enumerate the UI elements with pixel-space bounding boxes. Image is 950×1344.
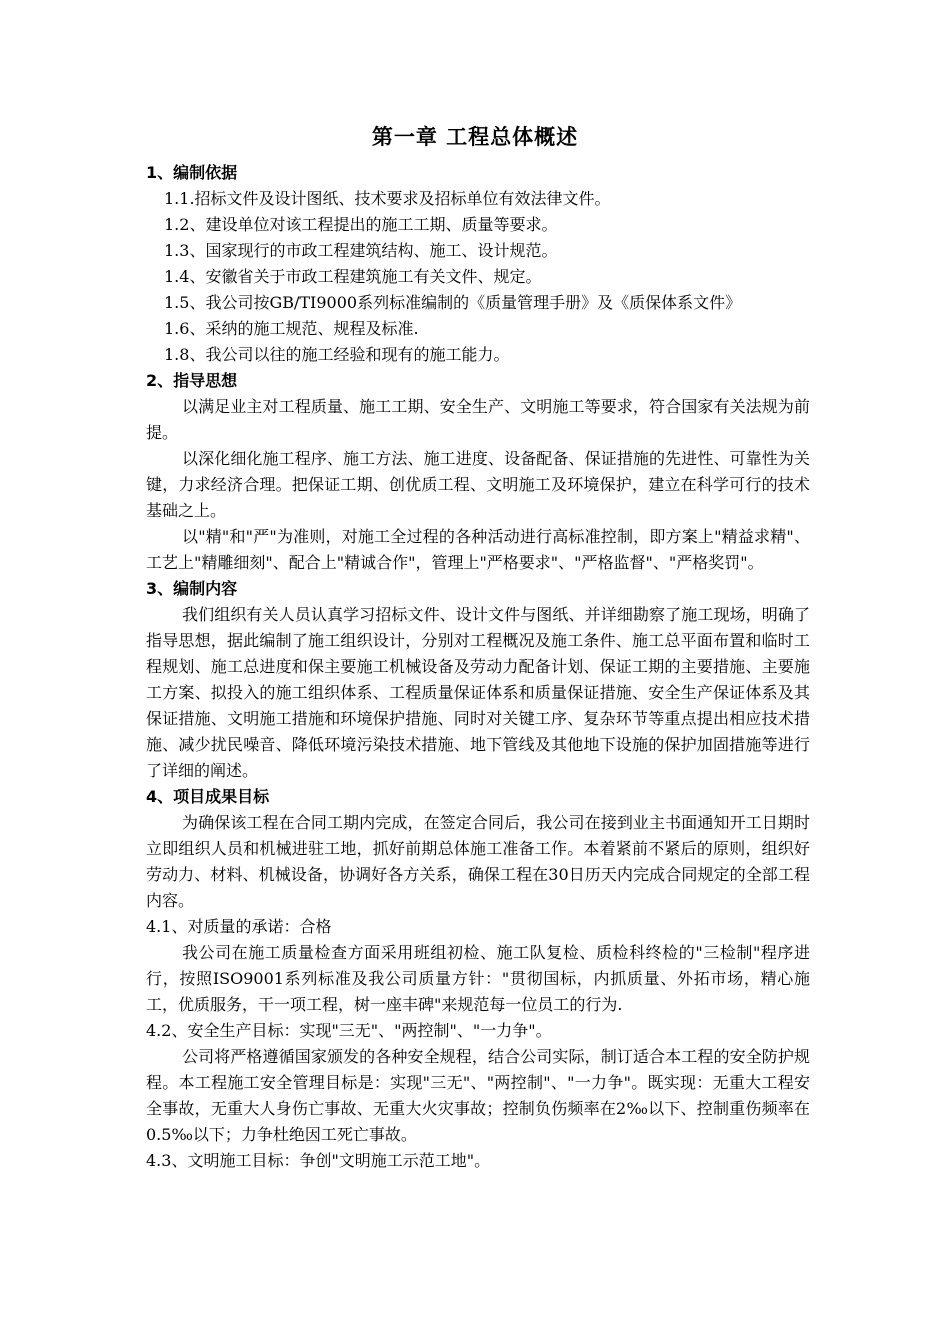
subsection-heading-safety: 4.2、安全生产目标：实现"三无"、"两控制"、"一力争"。 [146,1021,552,1040]
contents-paragraph: 我们组织有关人员认真学习招标文件、设计文件与图纸、并详细勘察了施工现场，明确了指导思想，据此编制了施工组织设计，分别对工程概况及施工条件、施工总平面布置和临时工程规划、施工总进度和保主要施工机械设备及劳动力配备计划、保证工期的主要措施、主要施工方案、拟投入的施工组织体系、工程质量保证体系和质量保证措施、安全生产保证体系及其保证措施、文明施工措施和环境保护措施、同时对关键工序、复杂环节等重点提出相应技术措施、减少扰民噪音、降低环境污染技术措施、地下管线及其他地下设施的保护加固措施等进行了详细的阐述。 [146,605,810,780]
section-heading-contents: 3、编制内容 [146,579,238,598]
document-body [146,160,810,1174]
subsection-heading-civilized: 4.3、文明施工目标：争创"文明施工示范工地"。 [146,1151,491,1170]
guiding-paragraph: 以"精"和"严"为准则，对施工全过程的各种活动进行高标准控制，即方案上"精益求精"、工艺上"精雕细刻"、配合上"精诚合作"，管理上"严格要求"、"严格监督"、"严格奖罚"。 [146,527,810,572]
section-heading-basis: 1、编制依据 [146,163,238,182]
guiding-paragraph: 以满足业主对工程质量、施工工期、安全生产、文明施工等要求，符合国家有关法规为前提。 [146,397,810,442]
guiding-paragraph: 以深化细化施工程序、施工方法、施工进度、设备配备、保证措施的先进性、可靠性为关键，力求经济合理。把保证工期、创优质工程、文明施工及环境保护，建立在科学可行的技术基础之上。 [146,449,810,520]
quality-paragraph: 我公司在施工质量检查方面采用班组初检、施工队复检、质检科终检的"三检制"程序进行，按照ISO9001系列标准及我公司质量方针："贯彻国标，内抓质量、外拓市场，精心施工，优质服务，干一项工程，树一座丰碑"来规范每一位员工的行为. [146,943,810,1014]
basis-item: 1.2、建设单位对该工程提出的施工工期、质量等要求。 [164,215,558,234]
basis-item: 1.8、我公司以往的施工经验和现有的施工能力。 [164,345,510,364]
subsection-heading-quality: 4.1、对质量的承诺：合格 [146,917,332,936]
basis-item: 1.1.招标文件及设计图纸、技术要求及招标单位有效法律文件。 [164,189,611,208]
basis-item: 1.5、我公司按GB/TI9000系列标准编制的《质量管理手册》及《质保体系文件》 [164,293,742,312]
section-heading-guiding-ideas: 2、指导思想 [146,371,238,390]
basis-item: 1.6、采纳的施工规范、规程及标准. [164,319,419,338]
goals-paragraph: 为确保该工程在合同工期内完成，在签定合同后，我公司在接到业主书面通知开工日期时立即组织人员和机械进驻工地，抓好前期总体施工准备工作。本着紧前不紧后的原则，组织好劳动力、材料、机械设备，协调好各方关系，确保工程在30日历天内完成合同规定的全部工程内容。 [146,813,810,910]
chapter-title: 第一章 工程总体概述 [371,125,579,149]
section-heading-goals: 4、项目成果目标 [146,787,270,806]
basis-item: 1.3、国家现行的市政工程建筑结构、施工、设计规范。 [164,241,558,260]
basis-item: 1.4、安徽省关于市政工程建筑施工有关文件、规定。 [164,267,542,286]
safety-paragraph: 公司将严格遵循国家颁发的各种安全规程，结合公司实际，制订适合本工程的安全防护规程。本工程施工安全管理目标是：实现"三无"、"两控制"、"一力争"。既实现：无重大工程安全事故，无重大人身伤亡事故、无重大火灾事故；控制负伤频率在2‰以下、控制重伤频率在0.5‰以下；力争杜绝因工死亡事故。 [146,1047,810,1144]
